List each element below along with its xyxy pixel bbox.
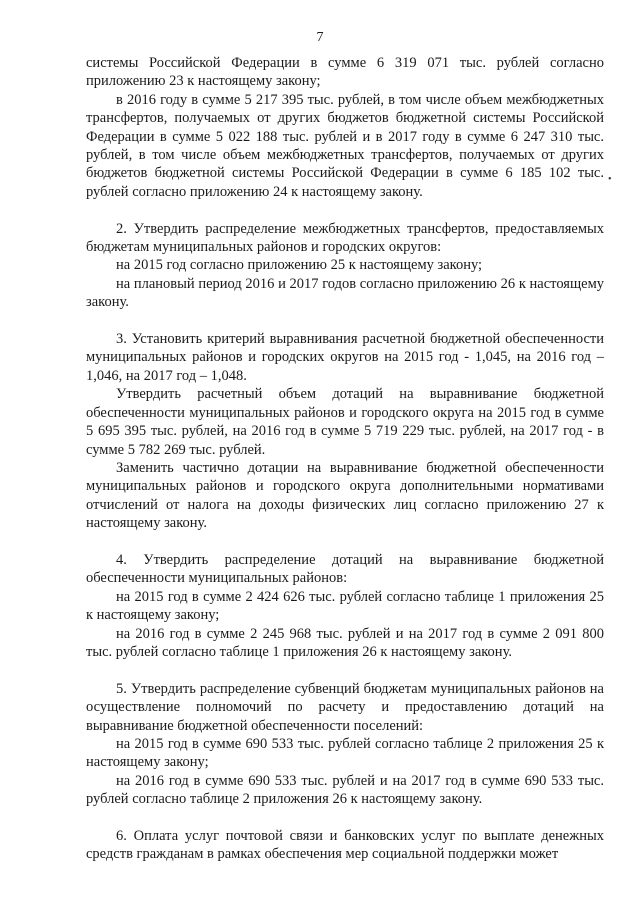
paragraph: на 2015 год согласно приложению 25 к настоящему закону; [116, 257, 483, 274]
paragraph: на 2016 год в сумме 2 245 968 тыс. рублей и на 2017 год в сумме 2 091 800 тыс. рублей согласно таблице 1 приложения 26 к настоящему закону. [86, 625, 604, 660]
margin-mark: • [608, 174, 612, 185]
paragraph: 4. Утвердить распределение дотаций на выравнивание бюджетной обеспеченности муниципальных районов: [86, 551, 604, 587]
paragraph: 6. Оплата услуг почтовой связи и банковских услуг по выплате денежных средств гражданам в рамках обеспечения мер социальной поддержки может [86, 827, 604, 863]
paragraph: системы Российской Федерации в сумме 6 319 071 тыс. рублей согласно приложению 23 к настоящему закону; [86, 55, 604, 90]
document-body [86, 54, 604, 864]
page-number: 7 [316, 30, 324, 45]
paragraph: на 2016 год в сумме 690 533 тыс. рублей и на 2017 год в сумме 690 533 тыс. рублей согласно таблице 2 приложения 26 к настоящему закону. [86, 772, 604, 808]
paragraph: 3. Установить критерий выравнивания расчетной бюджетной обеспеченности муниципальных районов и городских округов на 2015 год - 1,045, на 2016 год – 1,046, на 2017 год – 1,048. [86, 331, 604, 384]
paragraph: в 2016 году в сумме 5 217 395 тыс. рублей, в том числе объем межбюджетных трансфертов, получаемых от других бюджетов бюджетной системы Российской Федерации в сумме 5 022 188 тыс. рублей и в 2017 году в сумме 6 247 310 тыс. рублей, в том числе объем межбюджетных трансфертов, получаемых от других бюджетов бюджетной системы Российской Федерации в сумме 6 185 102 тыс. рублей согласно приложению 24 к настоящему закону. [86, 91, 604, 200]
paragraph: на 2015 год в сумме 2 424 626 тыс. рублей согласно таблице 1 приложения 25 к настоящему закону; [86, 588, 604, 624]
paragraph: Утвердить расчетный объем дотаций на выравнивание бюджетной обеспеченности муниципальных районов и городского округа на 2015 год в сумме 5 695 395 тыс. рублей, на 2016 год в сумме 5 719 229 тыс. рублей, на 2017 год - в сумме 5 782 269 тыс. рублей. [86, 386, 604, 458]
paragraph: на плановый период 2016 и 2017 годов согласно приложению 26 к настоящему закону. [86, 275, 604, 311]
paragraph: Заменить частично дотации на выравнивание бюджетной обеспеченности муниципальных районов и городского округа дополнительными нормативами отчислений от налога на доходы физических лиц согласно приложению 27 к настоящему закону. [86, 459, 604, 532]
paragraph: 5. Утвердить распределение субвенций бюджетам муниципальных районов на осуществление полномочий по расчету и предоставлению дотаций на выравнивание бюджетной обеспеченности поселений: [86, 680, 604, 734]
paragraph: 2. Утвердить распределение межбюджетных трансфертов, предоставляемых бюджетам муниципальных районов и городских округов: [86, 220, 604, 256]
paragraph: на 2015 год в сумме 690 533 тыс. рублей согласно таблице 2 приложения 25 к настоящему закону; [86, 735, 604, 771]
